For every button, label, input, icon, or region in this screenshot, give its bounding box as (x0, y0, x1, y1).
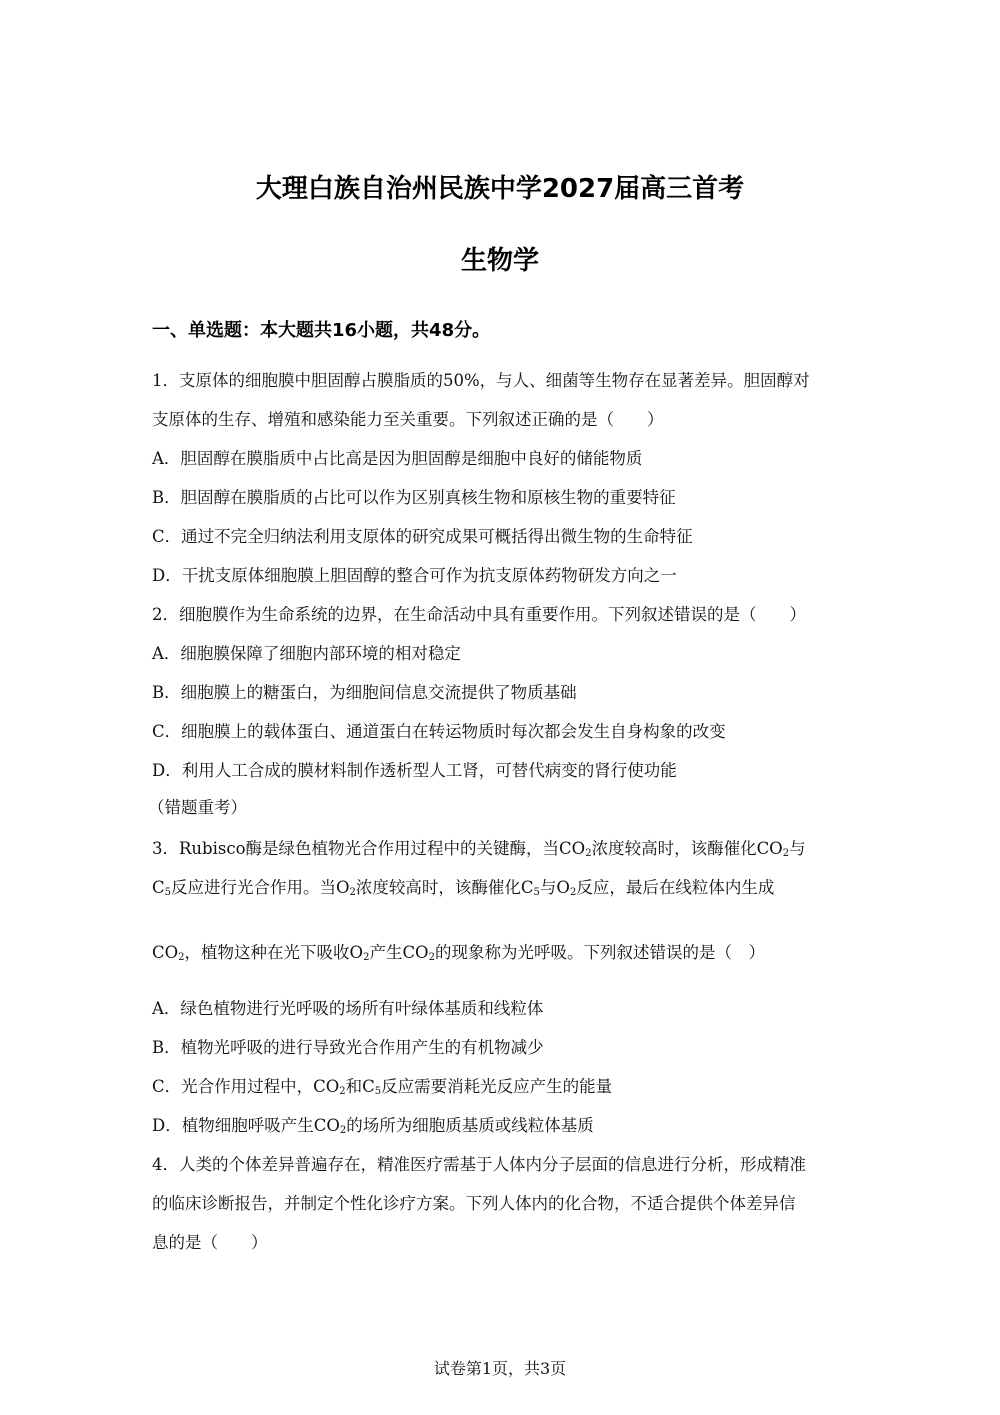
page-footer: 试卷第1页，共3页 (433, 1359, 567, 1378)
q4-stem-line-2: 的临床诊断报告，并制定个性化诊疗方案。下列人体内的化合物，不适合提供个体差异信 (152, 1194, 796, 1213)
retest-note: （错题重考） (148, 798, 247, 817)
q3-option-a: A．绿色植物进行光呼吸的场所有叶绿体基质和线粒体 (152, 999, 544, 1018)
q3-stem-line-2: $C_5$反应进行光合作用。当$O_2$浓度较高时，该酶催化$C_5$与$O_2$反应，最后在线粒体内生成 (152, 878, 775, 898)
subject-title: 生物学 (460, 246, 539, 276)
q1-option-d: D．干扰支原体细胞膜上胆固醇的整合可作为抗支原体药物研发方向之一 (152, 566, 677, 585)
q2-stem: 2．细胞膜作为生命系统的边界，在生命活动中具有重要作用。下列叙述错误的是（ ） (152, 605, 806, 624)
q2-option-b: B．细胞膜上的糖蛋白，为细胞间信息交流提供了物质基础 (152, 683, 577, 702)
q1-stem-line-1: 1．支原体的细胞膜中胆固醇占膜脂质的50%，与人、细菌等生物存在显著差异。胆固醇对 (152, 371, 810, 390)
q1-stem-line-2: 支原体的生存、增殖和感染能力至关重要。下列叙述正确的是（ ） (152, 410, 664, 429)
q1-option-c: C．通过不完全归纳法利用支原体的研究成果可概括得出微生物的生命特征 (152, 527, 693, 546)
q4-stem-line-1: 4．人类的个体差异普遍存在，精准医疗需基于人体内分子层面的信息进行分析，形成精准 (152, 1155, 806, 1174)
q3-option-d: D．植物细胞呼吸产生$CO_2$的场所为细胞质基质或线粒体基质 (152, 1116, 594, 1136)
q3-option-c: C．光合作用过程中，$CO_2$和$C_5$反应需要消耗光反应产生的能量 (152, 1077, 613, 1097)
exam-title: 大理白族自治州民族中学2027届高三首考 (255, 174, 745, 204)
q2-option-d: D．利用人工合成的膜材料制作透析型人工肾，可替代病变的肾行使功能 (152, 761, 677, 780)
q1-option-b: B．胆固醇在膜脂质的占比可以作为区别真核生物和原核生物的重要特征 (152, 488, 676, 507)
q2-option-a: A．细胞膜保障了细胞内部环境的相对稳定 (152, 644, 461, 663)
q1-option-a: A．胆固醇在膜脂质中占比高是因为胆固醇是细胞中良好的储能物质 (152, 449, 643, 468)
q3-option-b: B．植物光呼吸的进行导致光合作用产生的有机物减少 (152, 1038, 544, 1057)
q3-stem-line-3: $CO_2$，植物这种在光下吸收$O_2$产生$CO_2$的现象称为光呼吸。下列叙述错误的是（ ） (152, 943, 765, 963)
q2-option-c: C．细胞膜上的载体蛋白、通道蛋白在转运物质时每次都会发生自身构象的改变 (152, 722, 726, 741)
q4-stem-line-3: 息的是（ ） (152, 1233, 268, 1252)
q3-stem-line-1: 3．Rubisco酶是绿色植物光合作用过程中的关键酶，当$CO_2$浓度较高时，该酶催化$CO_2$与 (152, 839, 806, 859)
section-heading: 一、单选题：本大题共16小题，共48分。 (152, 320, 491, 341)
